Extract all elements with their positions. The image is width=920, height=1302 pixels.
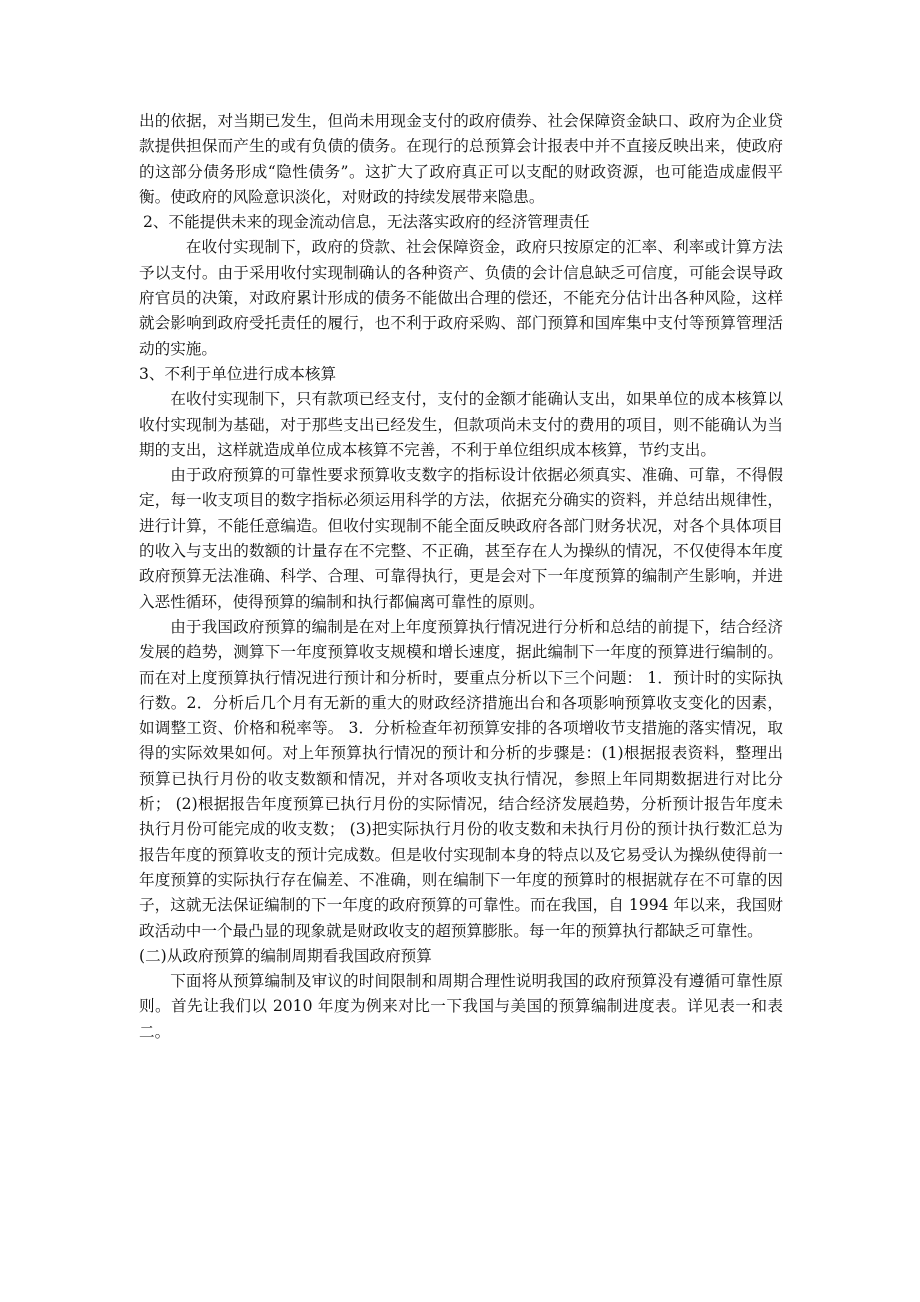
- heading-cash-flow-info: 2、不能提供未来的现金流动信息，无法落实政府的经济管理责任: [143, 213, 590, 232]
- document-page: [139, 109, 783, 1045]
- paragraph-cost-accounting: 在收付实现制下，只有款项已经支付，支付的金额才能确认支出，如果单位的成本核算以收付实现制为基础，对于那些支出已经发生，但款项尚未支付的费用的项目，则不能确认为当期的支出，这样就造成单位成本核算不完善，不利于单位组织成本核算，节约支出。: [139, 390, 783, 459]
- paragraph-cash-basis-loans: 在收付实现制下，政府的贷款、社会保障资金，政府只按原定的汇率、利率或计算方法予以支付。由于采用收付实现制确认的各种资产、负债的会计信息缺乏可信度，可能会误导政府官员的决策，对政府累计形成的债务不能做出合理的偿还，不能充分估计出各种风险，这样就会影响到政府受托责任的履行，也不利于政府采购、部门预算和国库集中支付等预算管理活动的实施。: [139, 238, 783, 358]
- paragraph-budget-reliability: 由于政府预算的可靠性要求预算收支数字的指标设计依据必须真实、准确、可靠，不得假定，每一收支项目的数字指标必须运用科学的方法，依据充分确实的资料，并总结出规律性，进行计算，不能任意编造。但收付实现制不能全面反映政府各部门财务状况，对各个具体项目的收入与支出的数额的计量存在不完整、不正确，甚至存在人为操纵的情况，不仅使得本年度政府预算无法准确、科学、合理、可靠得执行，更是会对下一年度预算的编制产生影响，并进入恶性循环，使得预算的编制和执行都偏离可靠性的原则。: [139, 466, 783, 611]
- heading-budget-cycle: (二)从政府预算的编制周期看我国政府预算: [139, 946, 432, 965]
- paragraph-hidden-debt: 出的依据，对当期已发生，但尚未用现金支付的政府债券、社会保障资金缺口、政府为企业贷款提供担保而产生的或有负债的债务。在现行的总预算会计报表中并不直接反映出来，使政府的这部分债务形成“隐性债务”。这扩大了政府真正可以支配的财政资源，也可能造成虚假平衡。使政府的风险意识淡化，对财政的持续发展带来隐患。: [139, 112, 783, 206]
- paragraph-budget-timeline: 下面将从预算编制及审议的时间限制和周期合理性说明我国的政府预算没有遵循可靠性原则。首先让我们以 2010 年度为例来对比一下我国与美国的预算编制进度表。详见表一和表二。: [139, 972, 783, 1041]
- paragraph-budget-compilation: 由于我国政府预算的编制是在对上年度预算执行情况进行分析和总结的前提下，结合经济发展的趋势，测算下一年度预算收支规模和增长速度，据此编制下一年度的预算进行编制的。而在对上度预算执行情况进行预计和分析时，要重点分析以下三个问题： 1．预计时的实际执行数。2．分析后几个月有无新的重大的财政经济措施出台和各项影响预算收支变化的因素，如调整工资、价格和税率等。 3．分析检查年初预算安排的各项增收节支措施的落实情况，取得的实际效果如何。对上年预算执行情况的预计和分析的步骤是：(1)根据报表资料，整理出预算已执行月份的收支数额和情况，并对各项收支执行情况，参照上年同期数据进行对比分析； (2)根据报告年度预算已执行月份的实际情况，结合经济发展趋势，分析预计报告年度未执行月份可能完成的收支数； (3)把实际执行月份的收支数和未执行月份的预计执行数汇总为报告年度的预算收支的预计完成数。但是收付实现制本身的特点以及它易受认为操纵使得前一年度预算的实际执行存在偏差、不准确，则在编制下一年度的预算时的根据就存在不可靠的因子，这就无法保证编制的下一年度的政府预算的可靠性。而在我国，自 1994 年以来，我国财政活动中一个最凸显的现象就是财政收支的超预算膨胀。每一年的预算执行都缺乏可靠性。: [139, 617, 783, 940]
- heading-cost-accounting: 3、不利于单位进行成本核算: [139, 364, 337, 383]
